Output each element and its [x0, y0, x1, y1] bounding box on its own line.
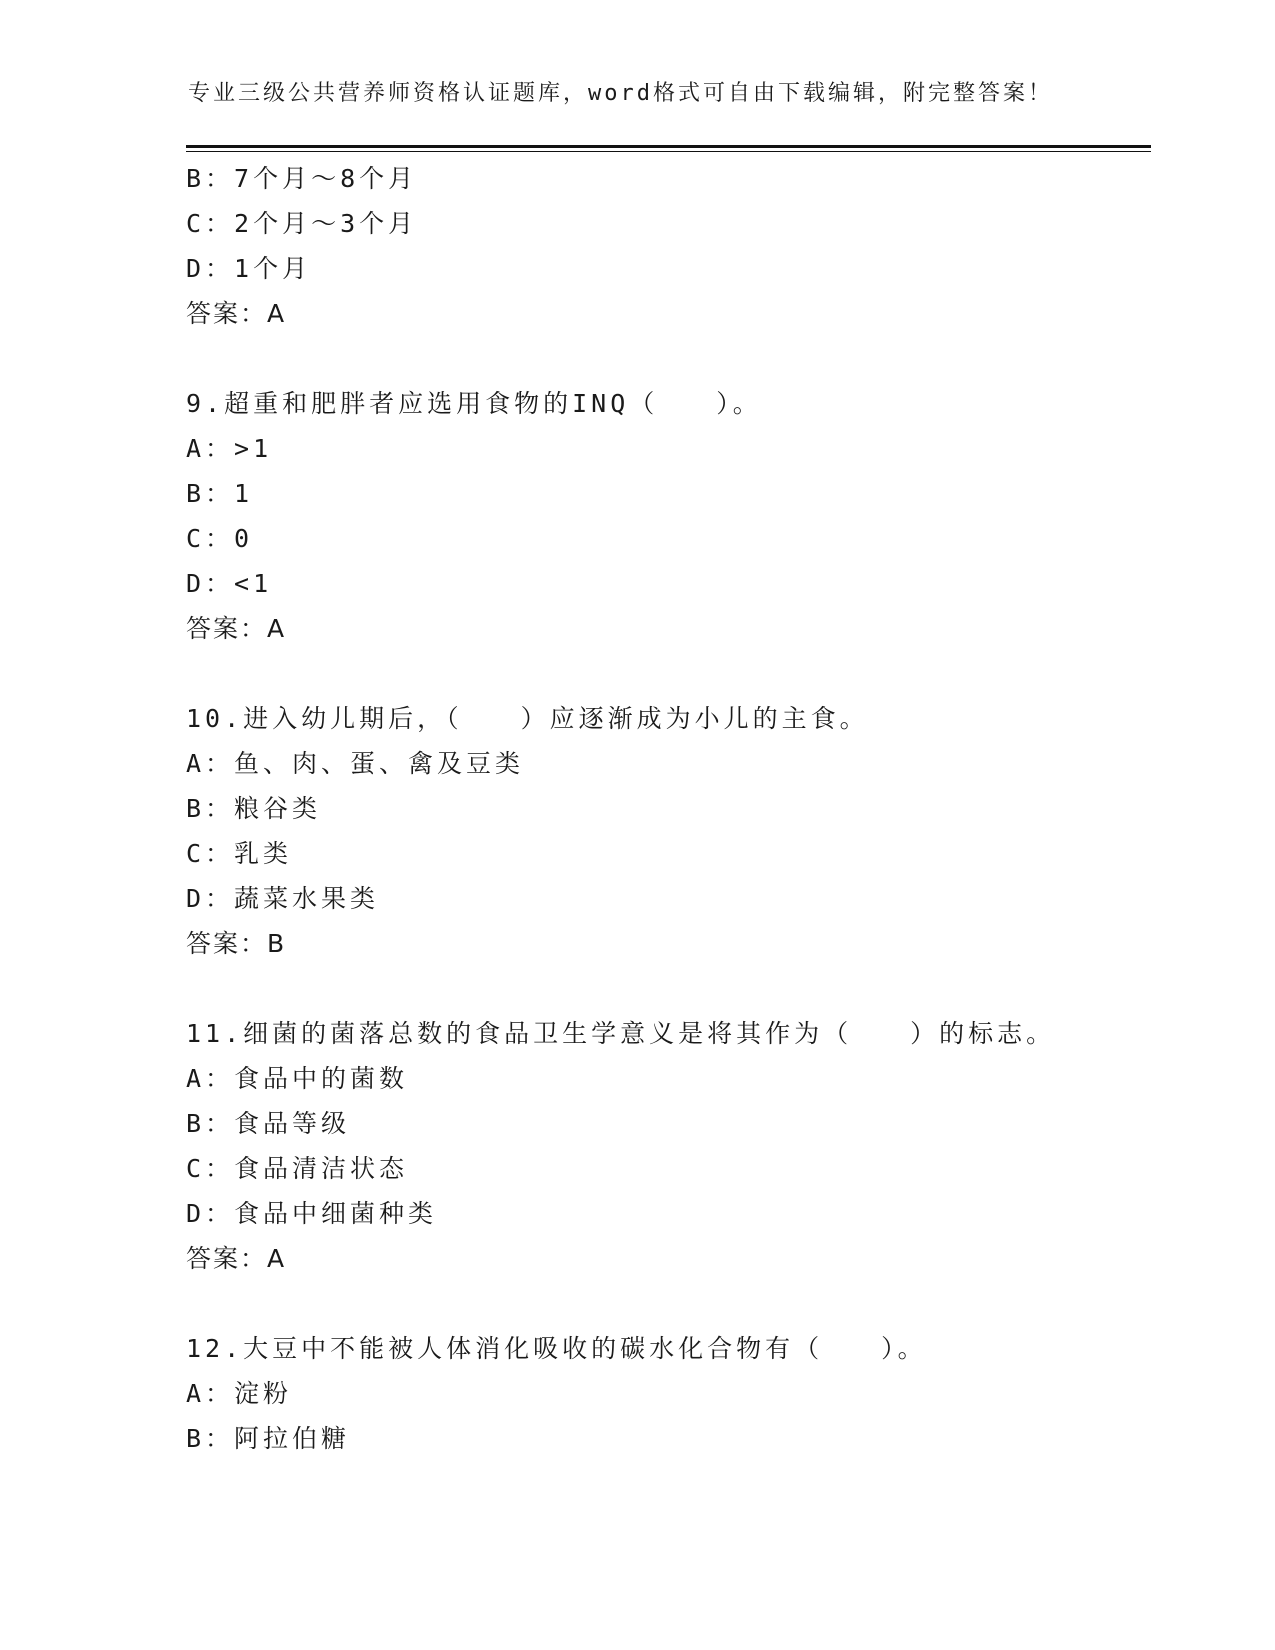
question-stem: 10.进入幼儿期后，（ ）应逐渐成为小儿的主食。 — [186, 704, 869, 733]
spacer — [186, 651, 1151, 696]
header-divider — [186, 145, 1151, 152]
option-a: A：淀粉 — [186, 1379, 293, 1408]
answer-line: 答案：A — [186, 299, 287, 328]
question-block-12 — [186, 1326, 1151, 1461]
option-b: B：1 — [186, 479, 254, 508]
option-a: A：食品中的菌数 — [186, 1064, 409, 1093]
answer-line: 答案：B — [186, 929, 287, 958]
option-d: D：蔬菜水果类 — [186, 884, 380, 913]
question-block-9 — [186, 381, 1151, 651]
option-c: C：2个月～3个月 — [186, 209, 418, 238]
question-block-10 — [186, 696, 1151, 966]
option-a: A：>1 — [186, 434, 273, 463]
question-block-continued — [186, 156, 1151, 336]
page-header: 专业三级公共营养师资格认证题库，word格式可自由下载编辑，附完整答案！ — [188, 81, 1053, 106]
answer-line: 答案：A — [186, 1244, 287, 1273]
option-a: A：鱼、肉、蛋、禽及豆类 — [186, 749, 525, 778]
option-b: B：阿拉伯糖 — [186, 1424, 351, 1453]
spacer — [186, 1281, 1151, 1326]
option-d: D：1个月 — [186, 254, 312, 283]
spacer — [186, 336, 1151, 381]
question-stem: 9.超重和肥胖者应选用食物的INQ（ ）。 — [186, 389, 762, 418]
option-c: C：乳类 — [186, 839, 293, 868]
spacer — [186, 966, 1151, 1011]
option-b: B：食品等级 — [186, 1109, 351, 1138]
question-stem: 12.大豆中不能被人体消化吸收的碳水化合物有（ ）。 — [186, 1334, 927, 1363]
option-d: D：<1 — [186, 569, 273, 598]
answer-line: 答案：A — [186, 614, 287, 643]
question-stem: 11.细菌的菌落总数的食品卫生学意义是将其作为（ ）的标志。 — [186, 1019, 1056, 1048]
option-c: C：0 — [186, 524, 254, 553]
option-d: D：食品中细菌种类 — [186, 1199, 438, 1228]
option-c: C：食品清洁状态 — [186, 1154, 409, 1183]
question-list — [186, 156, 1151, 1461]
option-b: B：7个月～8个月 — [186, 164, 418, 193]
option-b: B：粮谷类 — [186, 794, 322, 823]
question-block-11 — [186, 1011, 1151, 1281]
